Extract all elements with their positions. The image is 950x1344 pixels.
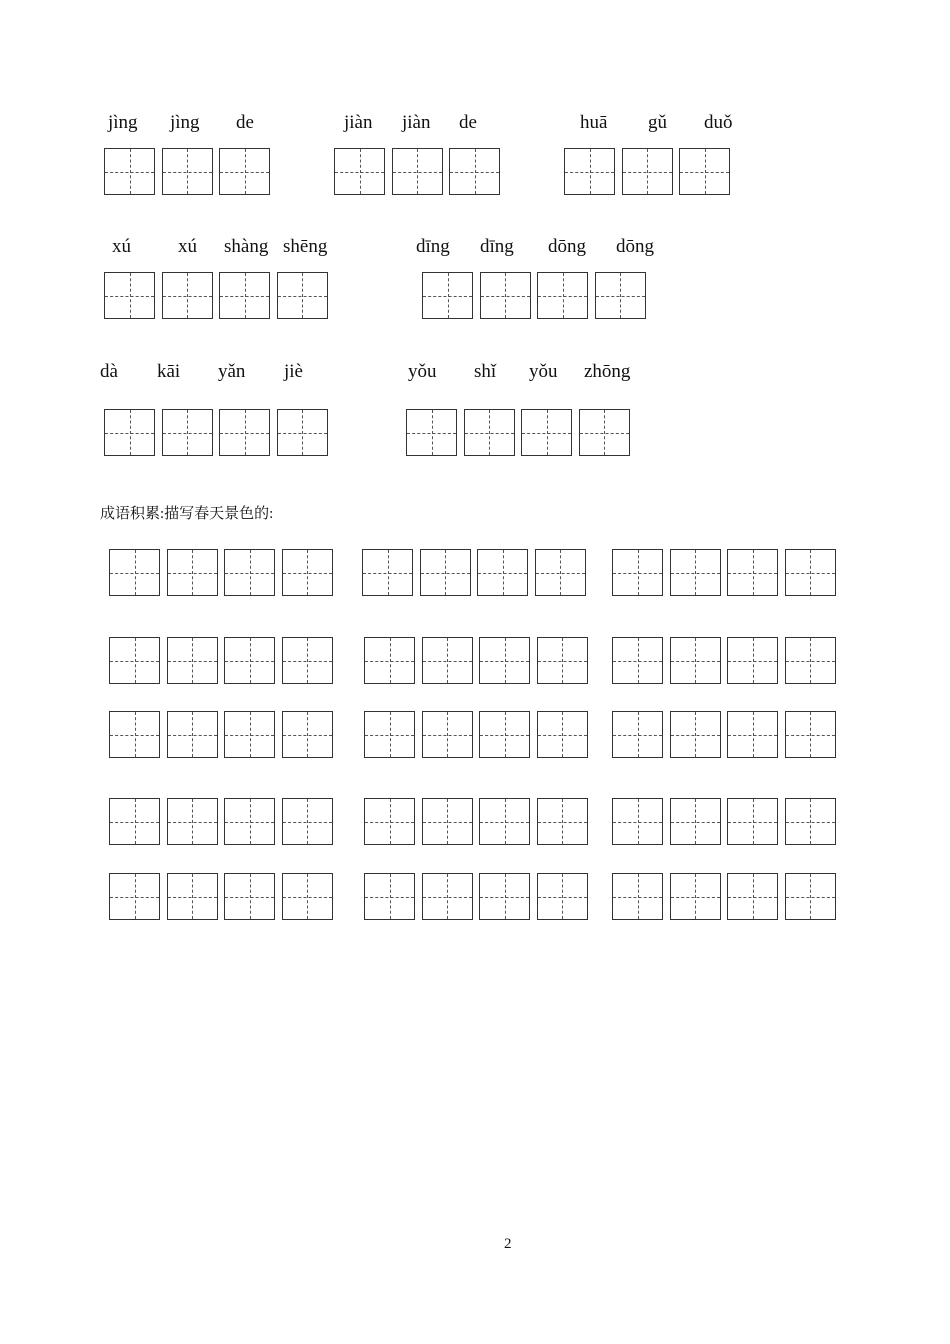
idiom-writing-box[interactable] xyxy=(727,549,778,596)
idiom-writing-box[interactable] xyxy=(727,711,778,758)
idiom-writing-box[interactable] xyxy=(537,637,588,684)
writing-box[interactable] xyxy=(579,409,630,456)
writing-box[interactable] xyxy=(219,409,270,456)
writing-box[interactable] xyxy=(406,409,457,456)
idiom-writing-box[interactable] xyxy=(785,549,836,596)
idiom-writing-box[interactable] xyxy=(167,637,218,684)
pinyin-syllable: shàng xyxy=(224,236,269,257)
pinyin-syllable: de xyxy=(236,112,254,133)
writing-box[interactable] xyxy=(277,272,328,319)
writing-box[interactable] xyxy=(219,148,270,195)
pinyin-syllable: jiàn xyxy=(402,112,431,133)
writing-box[interactable] xyxy=(464,409,515,456)
idiom-writing-box[interactable] xyxy=(282,711,333,758)
idiom-writing-box[interactable] xyxy=(727,637,778,684)
writing-box[interactable] xyxy=(564,148,615,195)
idiom-writing-box[interactable] xyxy=(282,798,333,845)
writing-box[interactable] xyxy=(449,148,500,195)
idiom-writing-box[interactable] xyxy=(109,637,160,684)
idiom-heading: 成语积累:描写春天景色的: xyxy=(100,506,274,522)
writing-box[interactable] xyxy=(277,409,328,456)
idiom-writing-box[interactable] xyxy=(612,549,663,596)
pinyin-syllable: dōng xyxy=(548,236,586,257)
writing-box[interactable] xyxy=(422,272,473,319)
pinyin-syllable: jiàn xyxy=(344,112,373,133)
idiom-writing-box[interactable] xyxy=(670,873,721,920)
idiom-writing-box[interactable] xyxy=(785,637,836,684)
pinyin-syllable: dà xyxy=(100,361,118,382)
writing-box[interactable] xyxy=(392,148,443,195)
idiom-writing-box[interactable] xyxy=(167,798,218,845)
idiom-writing-box[interactable] xyxy=(224,798,275,845)
idiom-writing-box[interactable] xyxy=(670,549,721,596)
idiom-writing-box[interactable] xyxy=(477,549,528,596)
idiom-writing-box[interactable] xyxy=(224,637,275,684)
idiom-writing-box[interactable] xyxy=(479,798,530,845)
idiom-writing-box[interactable] xyxy=(670,798,721,845)
idiom-writing-box[interactable] xyxy=(479,637,530,684)
pinyin-syllable: xú xyxy=(178,236,197,257)
idiom-writing-box[interactable] xyxy=(670,711,721,758)
pinyin-syllable: duǒ xyxy=(704,112,733,133)
writing-box[interactable] xyxy=(219,272,270,319)
pinyin-syllable: kāi xyxy=(157,361,181,382)
idiom-writing-box[interactable] xyxy=(612,711,663,758)
idiom-writing-box[interactable] xyxy=(109,798,160,845)
pinyin-syllable: jiè xyxy=(284,361,303,382)
idiom-writing-box[interactable] xyxy=(537,798,588,845)
pinyin-syllable: yǎn xyxy=(218,361,246,382)
pinyin-syllable: dīng xyxy=(480,236,514,257)
writing-box[interactable] xyxy=(480,272,531,319)
writing-box[interactable] xyxy=(679,148,730,195)
pinyin-syllable: dōng xyxy=(616,236,654,257)
writing-box[interactable] xyxy=(104,272,155,319)
writing-box[interactable] xyxy=(162,148,213,195)
idiom-writing-box[interactable] xyxy=(420,549,471,596)
writing-box[interactable] xyxy=(334,148,385,195)
idiom-writing-box[interactable] xyxy=(282,873,333,920)
pinyin-syllable: shēng xyxy=(283,236,328,257)
pinyin-syllable: shǐ xyxy=(474,361,497,382)
idiom-writing-box[interactable] xyxy=(670,637,721,684)
pinyin-syllable: huā xyxy=(580,112,608,133)
pinyin-syllable: dīng xyxy=(416,236,450,257)
idiom-writing-box[interactable] xyxy=(224,549,275,596)
pinyin-syllable: xú xyxy=(112,236,131,257)
idiom-writing-box[interactable] xyxy=(364,798,415,845)
idiom-writing-box[interactable] xyxy=(282,637,333,684)
idiom-writing-box[interactable] xyxy=(535,549,586,596)
pinyin-syllable: yǒu xyxy=(408,361,437,382)
pinyin-syllable: yǒu xyxy=(529,361,558,382)
idiom-writing-box[interactable] xyxy=(612,637,663,684)
idiom-writing-box[interactable] xyxy=(282,549,333,596)
idiom-writing-box[interactable] xyxy=(785,711,836,758)
page-number: 2 xyxy=(504,1236,512,1252)
writing-box[interactable] xyxy=(595,272,646,319)
idiom-writing-box[interactable] xyxy=(224,873,275,920)
pinyin-syllable: jìng xyxy=(170,112,200,133)
idiom-writing-box[interactable] xyxy=(364,637,415,684)
idiom-writing-box[interactable] xyxy=(727,873,778,920)
writing-box[interactable] xyxy=(104,409,155,456)
idiom-writing-box[interactable] xyxy=(109,549,160,596)
idiom-writing-box[interactable] xyxy=(537,873,588,920)
idiom-writing-box[interactable] xyxy=(785,873,836,920)
idiom-writing-box[interactable] xyxy=(422,873,473,920)
idiom-writing-box[interactable] xyxy=(727,798,778,845)
writing-box[interactable] xyxy=(162,272,213,319)
idiom-writing-box[interactable] xyxy=(167,549,218,596)
idiom-writing-box[interactable] xyxy=(612,798,663,845)
idiom-writing-box[interactable] xyxy=(364,711,415,758)
pinyin-syllable: zhōng xyxy=(584,361,631,382)
idiom-writing-box[interactable] xyxy=(612,873,663,920)
idiom-writing-box[interactable] xyxy=(422,711,473,758)
idiom-writing-box[interactable] xyxy=(537,711,588,758)
idiom-writing-box[interactable] xyxy=(362,549,413,596)
writing-box[interactable] xyxy=(537,272,588,319)
writing-box[interactable] xyxy=(104,148,155,195)
idiom-writing-box[interactable] xyxy=(224,711,275,758)
idiom-writing-box[interactable] xyxy=(109,873,160,920)
idiom-writing-box[interactable] xyxy=(364,873,415,920)
idiom-writing-box[interactable] xyxy=(109,711,160,758)
pinyin-syllable: jìng xyxy=(108,112,138,133)
idiom-writing-box[interactable] xyxy=(422,798,473,845)
pinyin-syllable: gǔ xyxy=(648,112,667,133)
idiom-writing-box[interactable] xyxy=(167,873,218,920)
idiom-writing-box[interactable] xyxy=(167,711,218,758)
idiom-writing-box[interactable] xyxy=(785,798,836,845)
writing-box[interactable] xyxy=(622,148,673,195)
idiom-writing-box[interactable] xyxy=(422,637,473,684)
idiom-writing-box[interactable] xyxy=(479,873,530,920)
idiom-writing-box[interactable] xyxy=(479,711,530,758)
writing-box[interactable] xyxy=(162,409,213,456)
pinyin-syllable: de xyxy=(459,112,477,133)
writing-box[interactable] xyxy=(521,409,572,456)
